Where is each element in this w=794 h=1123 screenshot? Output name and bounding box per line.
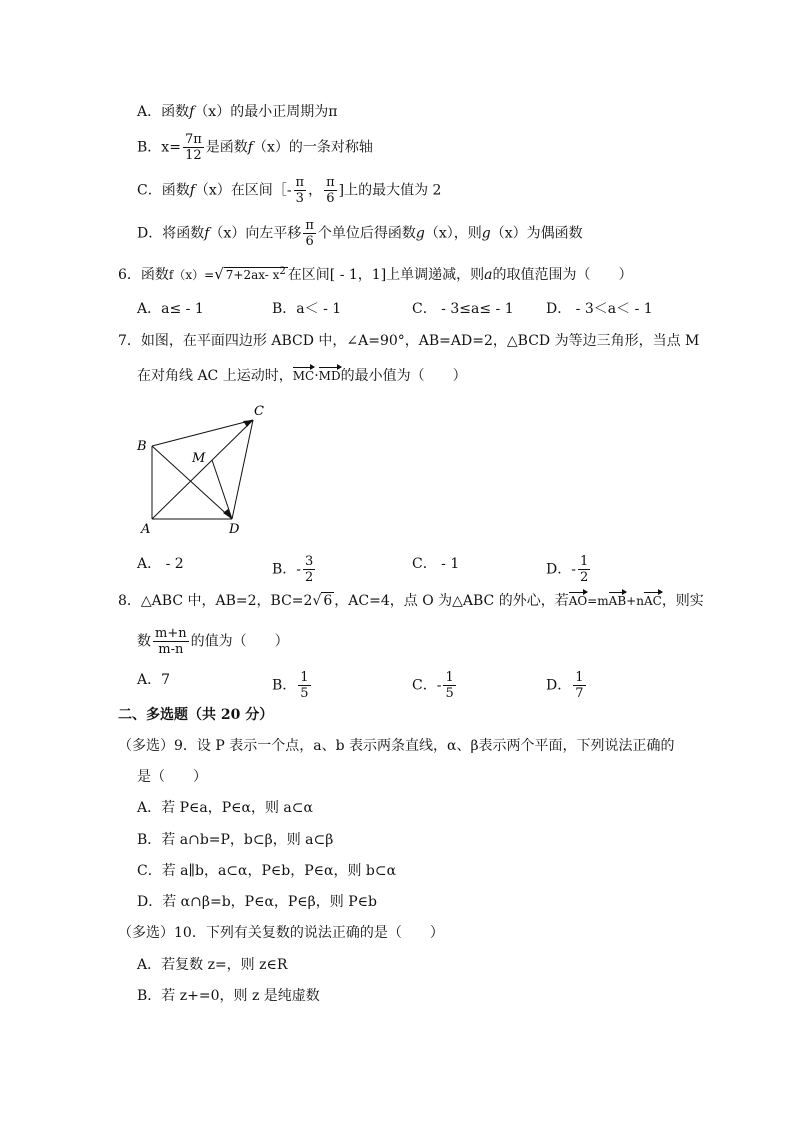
fraction-1-2: $\frac{1}{2}$ <box>579 554 589 585</box>
quadrilateral-figure <box>130 400 280 540</box>
q7-stem-line2: 在对角线 AC 上运动时，MC·MD的最小值为（ ） <box>137 368 467 384</box>
label-a: A <box>141 522 151 537</box>
label-c: C <box>254 404 264 419</box>
fraction-pi-6: $\frac{\pi}{6}$ <box>326 175 335 206</box>
q7-option-a: A． - 2 <box>137 556 184 572</box>
q9-stem-line2: 是（ ） <box>137 769 207 785</box>
q6-stem: 6．函数f（x）=√ 7+2ax- $x^2$ 在区间[ - 1，1]上单调递减，则a的取值范围为（ ） <box>118 265 633 283</box>
q9-option-a: A．若 P∈a，P∈α，则 a⊂α <box>137 800 313 816</box>
label-d: D <box>229 522 240 537</box>
vector-mc: MC <box>293 366 314 386</box>
q6-option-a: A．a≤ - 1 <box>137 301 204 317</box>
q10-option-b: B．若 z+=0，则 z 是纯虚数 <box>137 988 320 1004</box>
q10-option-a: A．若复数 z=，则 z∈R <box>137 957 288 973</box>
q8-option-b: B． $\frac{1}{5}$ <box>272 670 309 701</box>
q6-option-b: B．a＜ - 1 <box>272 301 342 317</box>
vector-ab: AB <box>609 591 626 611</box>
q9-stem-line1: （多选）9．设 P 表示一个点，a、b 表示两条直线，α、β表示两个平面，下列说法正确的 <box>118 738 675 754</box>
fraction-7pi-12: $\frac{7\pi}{12}$ <box>184 132 202 163</box>
q10-stem: （多选）10．下列有关复数的说法正确的是（ ） <box>118 925 444 941</box>
segment-cd <box>232 420 253 519</box>
label-m: M <box>192 451 206 466</box>
vector-ao: AO <box>569 591 588 611</box>
sqrt-expression: 7+2ax- $x^2$ <box>225 266 286 282</box>
fraction-pi-6-shift: $\frac{\pi}{6}$ <box>305 218 314 249</box>
q6-option-d: D． - 3＜a＜ - 1 <box>546 301 653 317</box>
q8-option-a: A．7 <box>137 672 171 688</box>
q5-option-a: A．函数f（x）的最小正周期为π <box>137 104 338 120</box>
q7-option-d: D．- $\frac{1}{2}$ <box>546 554 589 585</box>
section-heading-multi-choice: 二、多选题（共 20 分） <box>118 707 274 723</box>
q7-option-c: C． - 1 <box>412 556 460 572</box>
label-b: B <box>137 439 147 454</box>
q5-option-c: C．函数f（x）在区间［- $\frac{\pi}{3}$ ， $\frac{\pi}{6}$ ]上的最大值为 2 <box>137 175 442 206</box>
q8-stem-line2: 数 $\frac{m+n}{m-n}$ 的值为（ ） <box>137 626 289 657</box>
fraction-3-2: $\frac{3}{2}$ <box>305 554 314 585</box>
fraction-pi-3: $\frac{\pi}{3}$ <box>295 175 305 206</box>
q8-stem-line1: 8．△ABC 中，AB=2，BC=2√ 6 ，AC=4，点 O 为△ABC 的外心，若AO=mAB+nAC，则实 <box>118 593 704 609</box>
segment-bc <box>152 420 253 446</box>
sqrt-6: 6 <box>323 593 333 609</box>
q9-option-d: D．若 α∩β=b，P∈α，P∈β，则 P∈b <box>137 894 377 910</box>
q9-option-c: C．若 a∥b，a⊂α，P∈b，P∈α，则 b⊂α <box>137 863 397 879</box>
segment-ac <box>152 420 253 519</box>
fraction-mn: $\frac{m+n}{m-n}$ <box>155 626 187 657</box>
fraction-1-7: $\frac{1}{7}$ <box>575 670 584 701</box>
q8-option-c: C．- $\frac{1}{5}$ <box>412 670 454 701</box>
q9-option-b: B．若 a∩b=P，b⊂β，则 a⊂β <box>137 832 334 848</box>
vector-md: MD <box>319 366 341 386</box>
fraction-1-5: $\frac{1}{5}$ <box>300 670 309 701</box>
q5-option-b: B．x= $\frac{7\pi}{12}$ 是函数f（x）的一条对称轴 <box>137 132 373 163</box>
q7-option-b: B．- $\frac{3}{2}$ <box>272 554 314 585</box>
vector-ac: AC <box>644 591 662 611</box>
q8-option-d: D． $\frac{1}{7}$ <box>546 670 584 701</box>
q7-stem-line1: 7．如图，在平面四边形 ABCD 中，∠A=90°，AB=AD=2，△BCD 为等边三角形，当点 M <box>118 333 700 349</box>
q5-option-d: D．将函数f（x）向左平移 $\frac{\pi}{6}$ 个单位后得函数g（x），则g（x）为偶函数 <box>137 218 583 249</box>
q6-option-c: C． - 3≤a≤ - 1 <box>412 301 514 317</box>
fraction-neg-1-5: $\frac{1}{5}$ <box>445 670 454 701</box>
